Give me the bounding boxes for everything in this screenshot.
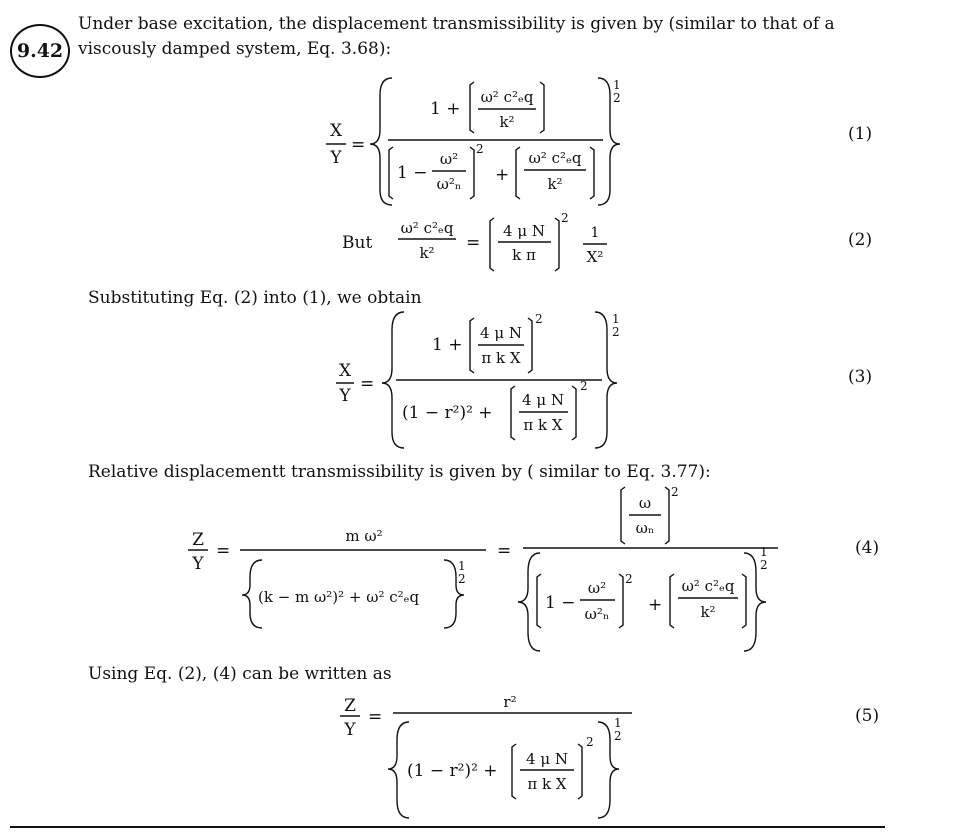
eq1-den-wn2: ω²ₙ (436, 175, 462, 193)
eq1-den-paren1-left (389, 147, 393, 199)
eq4-frac1-num: m ω² (345, 527, 383, 545)
eq3-den-1mr2: (1 − r²)² + (402, 403, 493, 423)
eq2-kpi: k π (512, 246, 536, 264)
problem-number: 9.42 (10, 24, 70, 78)
eq3-num-sq: 2 (535, 312, 543, 326)
eq-number-4: (4) (855, 538, 880, 558)
eq4-den-w2c2: ω² c²ₑq (681, 577, 735, 595)
eq1-one-minus: 1 − (397, 163, 428, 183)
eq5-den-paren-right (578, 744, 582, 799)
eq4-text (191, 485, 767, 623)
eq4-den-paren2-left (670, 574, 674, 628)
eq4-den-wn2: ω²ₙ (584, 605, 610, 623)
eq1-equals: = (351, 135, 366, 155)
eq4-equals2: = (497, 541, 512, 561)
eq3-Y: Y (339, 386, 351, 406)
eq5-Z: Z (344, 696, 356, 716)
eq1-X: X (329, 121, 343, 141)
eq5-half-num: 1 (614, 716, 622, 730)
eq4-den-one-minus: 1 − (545, 593, 576, 613)
eq3-num-4muN: 4 μ N (480, 324, 522, 342)
eq4-omega-sq: 2 (671, 485, 679, 499)
eq1-one-plus: 1 + (430, 99, 461, 119)
eq5-den-1mr2: (1 − r²)² + (407, 761, 498, 781)
eq3-den-4muN: 4 μ N (522, 391, 564, 409)
eq-number-2: (2) (848, 230, 873, 250)
eq5-text (343, 693, 621, 793)
eq3-den-paren-right (572, 386, 576, 440)
eq1-den-w2c2: ω² c²ₑq (528, 149, 582, 167)
eq1-Y: Y (330, 148, 342, 168)
eq4-den-paren2-right (742, 574, 746, 628)
eq4-omega-paren-left (621, 487, 625, 544)
using-text: Using Eq. (2), (4) can be written as (88, 664, 392, 684)
eq1-exp-half-den: 2 (613, 91, 621, 105)
eq3-exp-half-num: 1 (612, 312, 620, 326)
eq3-num-paren-right (528, 318, 532, 373)
eq4-den-k2: k² (700, 603, 716, 621)
eq3-den-paren-left (511, 386, 515, 440)
eq5-r2: r² (503, 693, 517, 711)
eq1-den-plus: + (495, 165, 510, 185)
eq3-num-pikX: π k X (481, 349, 521, 367)
eq1-num-paren-left (470, 82, 474, 133)
eq4-frac1-half-num: 1 (458, 559, 466, 573)
eq4-frac1-den: (k − m ω²)² + ω² c²ₑq (258, 588, 420, 606)
eq4-den-w2: ω² (587, 579, 607, 597)
eq3-text (338, 312, 619, 434)
eq2-w2c2: ω² c²ₑq (400, 219, 454, 237)
eq1-den-k2: k² (547, 175, 563, 193)
eq1-exp-half-num: 1 (613, 78, 621, 92)
eq4-frac1-half-den: 2 (458, 572, 466, 586)
eq4-den-plus: + (648, 595, 663, 615)
eq4-Z: Z (192, 530, 204, 550)
eq4-den-paren1-right (619, 574, 623, 628)
eq2-paren-right (555, 218, 559, 271)
eq2-k2: k² (419, 244, 435, 262)
eq1-text (329, 78, 620, 193)
eq2-4muN: 4 μ N (503, 222, 545, 240)
eq-number-3: (3) (848, 367, 873, 387)
eq1-den-paren1-right (470, 147, 474, 199)
eq1-num-w2c2: ω² c²ₑq (480, 88, 534, 106)
eq5-left-brace (388, 722, 409, 818)
intro-line-1: Under base excitation, the displacement transmissibility is given by (similar to that of a (78, 14, 835, 34)
eq5-den-sq: 2 (586, 735, 594, 749)
eq3-num-paren-left (470, 318, 474, 373)
eq1-den-paren2-left (516, 147, 520, 199)
eq-number-1: (1) (848, 124, 873, 144)
eq2-text (342, 211, 603, 266)
eq4-den-paren1-left (537, 574, 541, 628)
eq4-omega-paren-right (665, 487, 669, 544)
eq2-equals: = (466, 233, 481, 253)
eq2-sq: 2 (561, 211, 569, 225)
eq3-den-sq: 2 (580, 379, 588, 393)
eq3-den-pikX: π k X (523, 416, 563, 434)
eq4-Y: Y (192, 554, 204, 574)
intro-line-2: viscously damped system, Eq. 3.68): (78, 39, 392, 59)
eq1-den-paren2-right (590, 147, 594, 199)
eq4-frac2-half-num: 1 (760, 545, 768, 559)
eq5-den-paren-left (512, 744, 516, 799)
eq5-den-pikX: π k X (527, 775, 567, 793)
eq3-exp-half-den: 2 (612, 325, 620, 339)
eq1-den-sq1: 2 (476, 142, 484, 156)
eq-number-5: (5) (855, 706, 880, 726)
relative-text: Relative displacementt transmissibility is given by ( similar to Eq. 3.77): (88, 462, 711, 482)
eq4-equals1: = (216, 541, 231, 561)
eq2-X2: X² (586, 248, 604, 266)
eq3-equals: = (360, 374, 375, 394)
eq4-omega: ω (638, 494, 652, 512)
eq1-den-w2: ω² (439, 150, 459, 168)
eq4-frac2-half-den: 2 (760, 558, 768, 572)
eq5-Y: Y (344, 720, 356, 740)
eq4-den-sq1: 2 (625, 572, 633, 586)
eq1-num-k2: k² (499, 113, 515, 131)
eq4-omega-n: ωₙ (635, 519, 655, 537)
eq2-paren-left (490, 218, 494, 271)
eq5-half-den: 2 (614, 729, 622, 743)
eq3-X: X (338, 361, 352, 381)
eq3-one-plus: 1 + (432, 335, 463, 355)
eq5-equals: = (368, 707, 383, 727)
eq2-but: But (342, 233, 373, 253)
eq5-den-4muN: 4 μ N (526, 750, 568, 768)
substituting-text: Substituting Eq. (2) into (1), we obtain (88, 288, 422, 308)
eq2-one: 1 (590, 225, 600, 241)
eq1-num-paren-right (540, 82, 544, 133)
